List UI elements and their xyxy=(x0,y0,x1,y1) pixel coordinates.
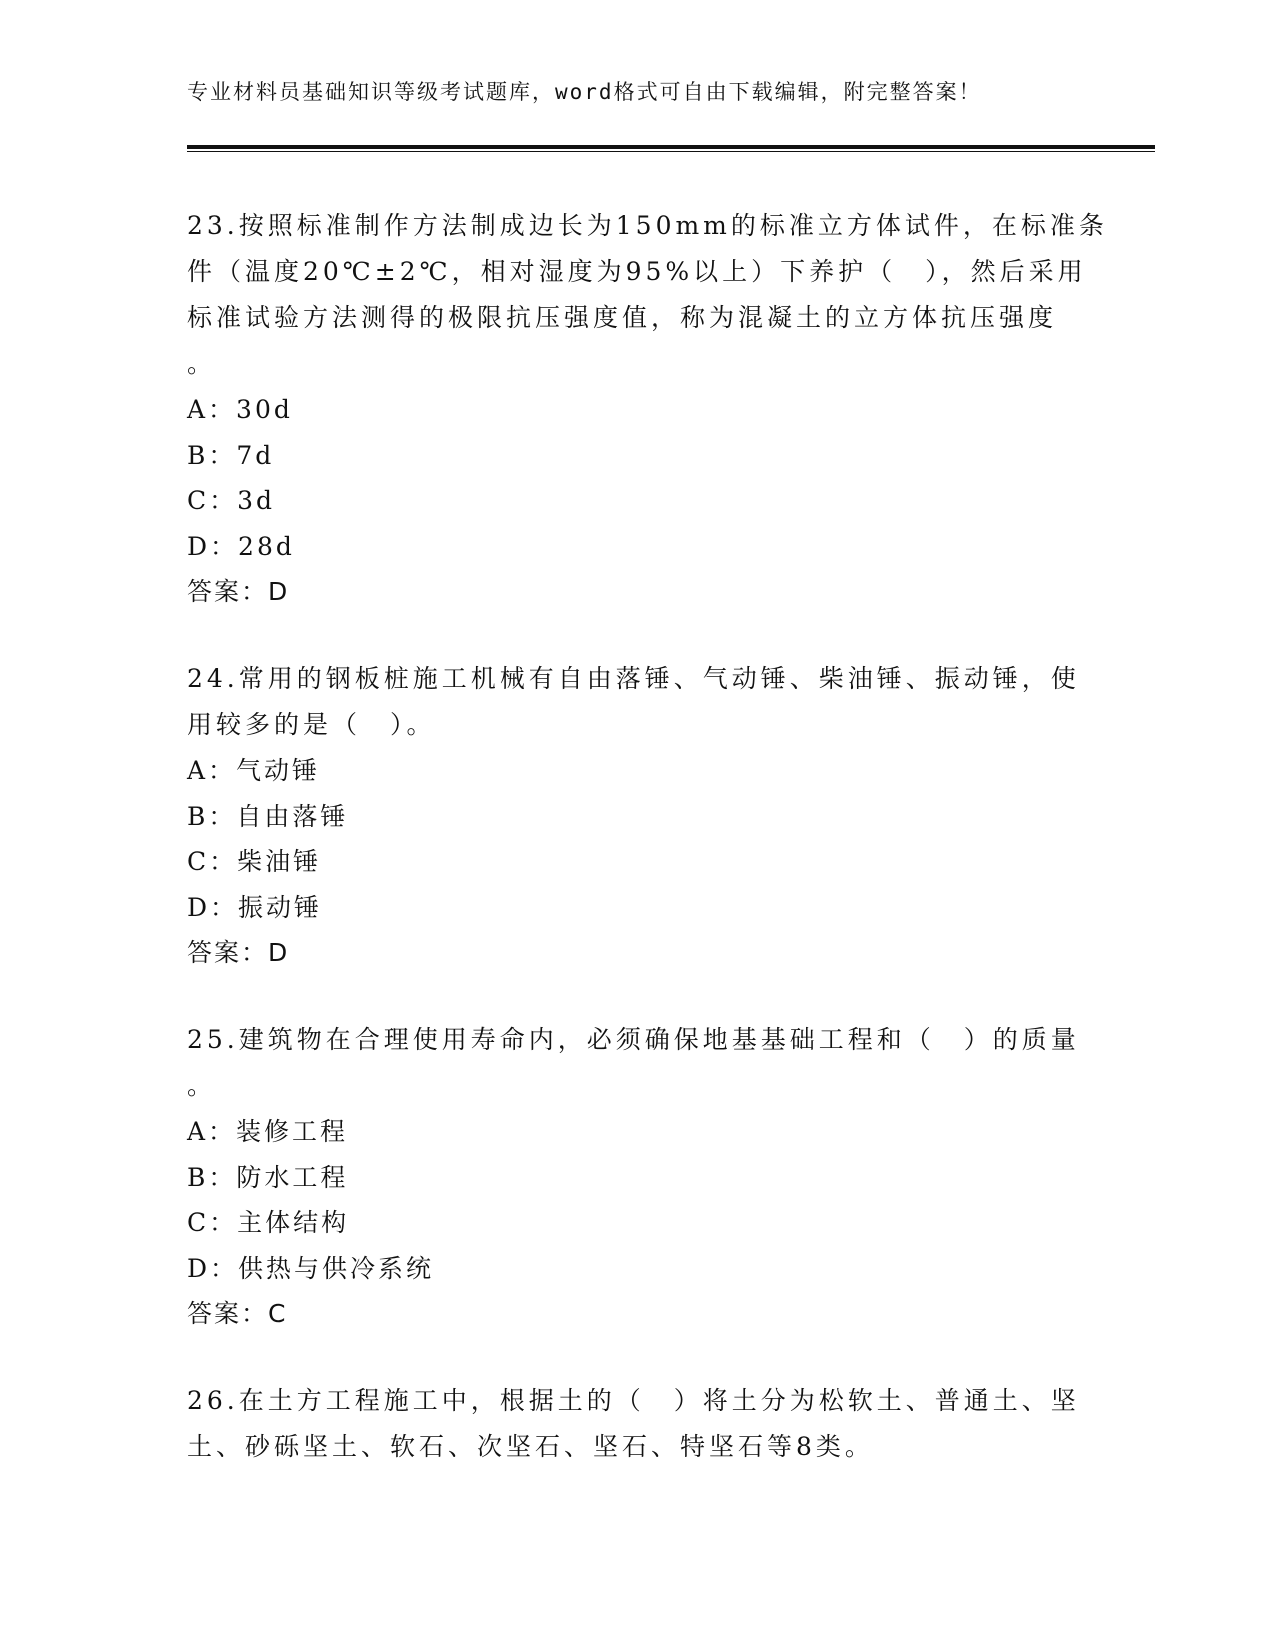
question-23 xyxy=(187,203,1108,614)
question-25 xyxy=(187,1017,1087,1336)
header-divider-thin xyxy=(187,151,1155,152)
option-a: A：气动锤 xyxy=(187,756,321,785)
answer-line: 答案：C xyxy=(187,1299,288,1328)
option-b: B：自由落锤 xyxy=(187,801,349,831)
question-26 xyxy=(187,1378,1087,1470)
answer-line: 答案：D xyxy=(187,938,290,967)
option-d: D：供热与供冷系统 xyxy=(187,1253,435,1283)
option-d: D：28d xyxy=(187,531,295,561)
question-text-line: 件（温度20℃±2℃，相对湿度为95%以上）下养护（ ），然后采用 xyxy=(187,257,1087,286)
question-text-line: 23.按照标准制作方法制成边长为150mm的标准立方体试件，在标准条 xyxy=(187,211,1108,240)
option-c: C：3d xyxy=(187,486,276,515)
option-a: A：装修工程 xyxy=(187,1117,349,1146)
question-text-line: 用较多的是（ ）。 xyxy=(187,710,436,739)
option-a: A：30d xyxy=(187,395,293,424)
option-c: C：柴油锤 xyxy=(187,847,322,876)
option-b: B：7d xyxy=(187,440,275,470)
question-text-line: 土、砂砾坚土、软石、次坚石、坚石、特坚石等8类。 xyxy=(187,1432,874,1461)
question-text-line: 。 xyxy=(187,1071,217,1100)
option-b: B：防水工程 xyxy=(187,1162,349,1192)
option-d: D：振动锤 xyxy=(187,892,323,922)
question-text-line: 26.在土方工程施工中，根据土的（ ）将土分为松软土、普通土、坚 xyxy=(187,1386,1080,1415)
page-header: 专业材料员基础知识等级考试题库，word格式可自由下载编辑，附完整答案！ xyxy=(187,80,982,104)
question-text-line: 标准试验方法测得的极限抗压强度值，称为混凝土的立方体抗压强度 xyxy=(187,303,1058,332)
question-text-line: 。 xyxy=(187,349,217,378)
question-text-line: 24.常用的钢板桩施工机械有自由落锤、气动锤、柴油锤、振动锤，使 xyxy=(187,664,1080,693)
header-divider-thick xyxy=(187,145,1155,149)
answer-line: 答案：D xyxy=(187,577,290,606)
question-24 xyxy=(187,656,1087,975)
question-text-line: 25.建筑物在合理使用寿命内，必须确保地基基础工程和（ ）的质量 xyxy=(187,1025,1080,1054)
option-c: C：主体结构 xyxy=(187,1208,350,1237)
question-list xyxy=(187,203,1108,1512)
